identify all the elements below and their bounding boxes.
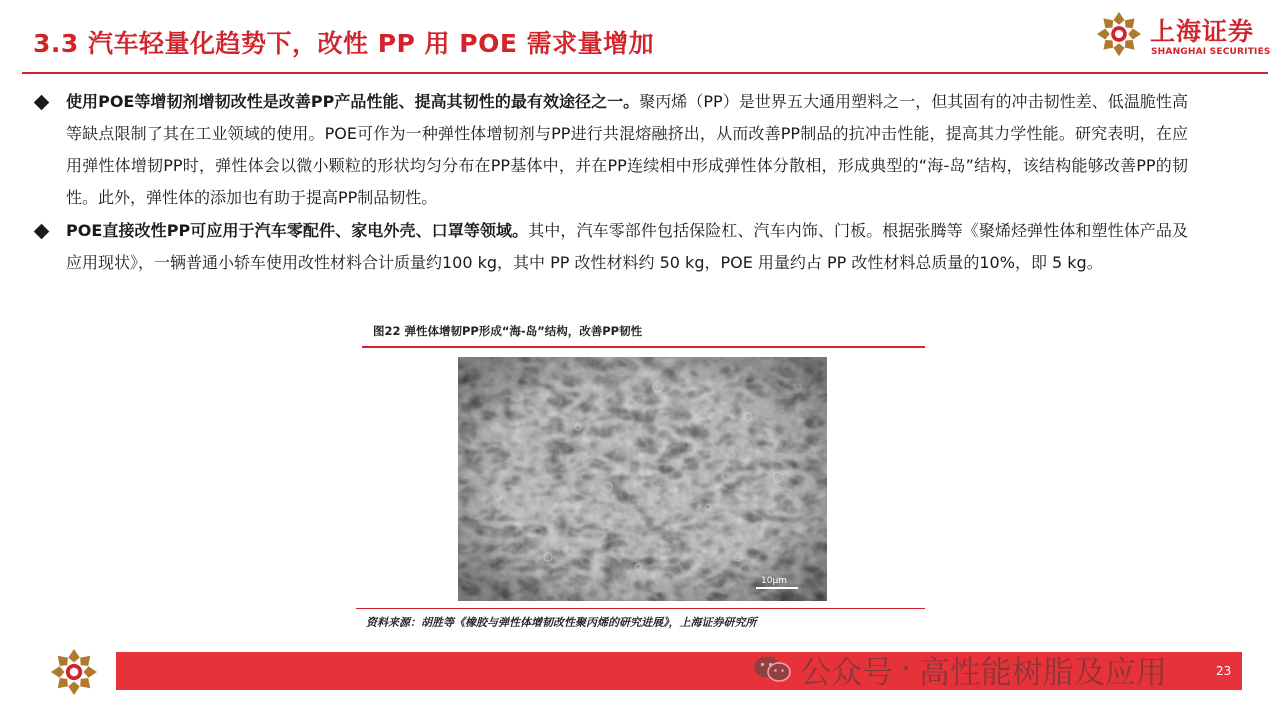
figure-bottom-rule	[356, 608, 925, 609]
bullet-paragraph	[66, 86, 1188, 214]
bullet-lead: POE直接改性PP可应用于汽车零配件、家电外壳、口罩等领域。	[66, 221, 529, 240]
bullet-paragraph	[66, 215, 1188, 279]
bullet-item	[36, 215, 1188, 279]
bullet-lead: 使用POE等增韧剂增韧改性是改善PP产品性能、提高其韧性的最有效途径之一。	[66, 92, 640, 111]
logo-chinese-name: 上海证券	[1150, 17, 1255, 46]
watermark-dot: ·	[901, 651, 911, 687]
figure-caption: 图22 弹性体增韧PP形成“海-岛”结构，改善PP韧性	[373, 324, 643, 338]
figure-source: 资料来源：胡胜等《橡胶与弹性体增韧改性聚丙烯的研究进展》，上海证券研究所	[366, 616, 757, 629]
wechat-icon	[752, 654, 792, 684]
bullet-body: 其中，汽车零部件包括保险杠、汽车内饰、门板。根据张腾等《聚烯烃弹性体和塑性体产品及应用现状》，一辆普通小轿车使用改性材料合计质量约100 kg，其中 PP 改性材料约 50 kg，POE 用量约占 PP 改性材料总质量的10%，即 5 kg。	[66, 221, 1188, 272]
figure-top-rule	[362, 346, 925, 348]
shanghai-securities-logo-icon	[1096, 11, 1142, 57]
slide-title: 3.3 汽车轻量化趋势下，改性 PP 用 POE 需求量增加	[33, 29, 655, 58]
diamond-bullet-icon	[34, 95, 50, 111]
bullet-body: 聚丙烯（PP）是世界五大通用塑料之一，但其固有的冲击韧性差、低温脆性高等缺点限制了其在工业领域的使用。POE可作为一种弹性体增韧剂与PP进行共混熔融挤出，从而改善PP制品的抗冲击性能，提高其力学性能。研究表明，在应用弹性体增韧PP时，弹性体会以微小颗粒的形状均匀分布在PP基体中，并在PP连续相中形成弹性体分散相，形成典型的“海-岛”结构，该结构能够改善PP的韧性。此外，弹性体的添加也有助于提高PP制品韧性。	[66, 92, 1188, 207]
watermark-prefix: 公众号	[800, 654, 893, 691]
watermark-name: 高性能树脂及应用	[918, 654, 1167, 691]
title-divider	[22, 72, 1268, 74]
sem-micrograph-image	[458, 357, 827, 601]
shanghai-securities-logo-icon	[50, 648, 98, 696]
logo-english-name: SHANGHAI SECURITIES	[1151, 47, 1271, 57]
company-logo	[1096, 11, 1274, 67]
bullet-item	[36, 86, 1188, 214]
bullet-list	[36, 86, 1188, 280]
page-number: 23	[1216, 664, 1232, 678]
scale-label: 10μm	[761, 576, 787, 586]
diamond-bullet-icon	[34, 224, 50, 240]
watermark	[752, 647, 1167, 691]
